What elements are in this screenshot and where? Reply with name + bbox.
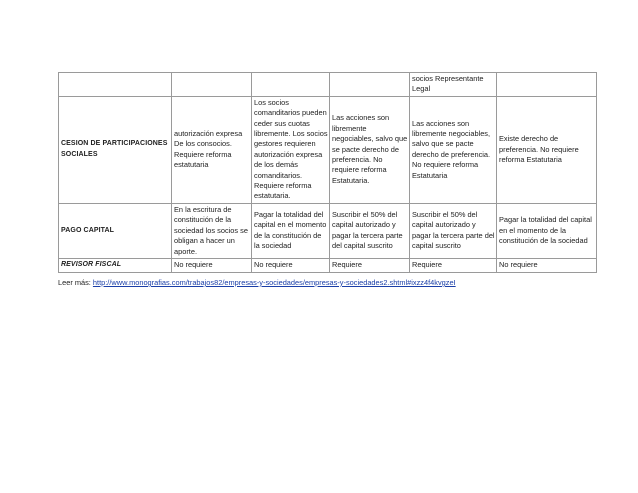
cell-cesion-4: Las acciones son libremente negociables, salvo que se pacte derecho de preferencia. No requiere reforma Estatutaria. xyxy=(330,96,410,203)
table-row-revisor xyxy=(59,258,597,272)
read-more-link[interactable]: http://www.monografias.com/trabajos82/empresas-y-sociedades/empresas-y-sociedades2.shtml#ixzz4f4kvgzeI xyxy=(92,278,456,287)
cell-cesion-6: Existe derecho de preferencia. No requiere reforma Estatutaria xyxy=(497,96,597,203)
cell-pago-2: En la escritura de constitución de la sociedad los socios se obligan a hacer un aporte. xyxy=(172,203,252,258)
cell-cesion-5: Las acciones son libremente negociables, salvo que se pacte derecho de preferencia. No requiere reforma Estatutaria xyxy=(410,96,497,203)
cell-revisor-2: No requiere xyxy=(172,258,252,272)
cell-pago-4: Suscribir el 50% del capital autorizado y pagar la tercera parte del capital suscrito xyxy=(330,203,410,258)
cell-pago-6: Pagar la totalidad del capital en el momento de la constitución de la sociedad xyxy=(497,203,597,258)
read-more-prefix: Leer más: xyxy=(58,278,93,287)
cell-head-3 xyxy=(252,73,330,97)
cell-pago-5: Suscribir el 50% del capital autorizado y pagar la tercera parte del capital suscrito xyxy=(410,203,497,258)
row-label-cesion: CESION DE PARTICIPACIONES SOCIALES xyxy=(59,96,172,203)
table-row-pago xyxy=(59,203,597,258)
cell-pago-3: Pagar la totalidad del capital en el momento de la constitución de la sociedad xyxy=(252,203,330,258)
comparison-table xyxy=(58,72,597,273)
read-more-line xyxy=(58,278,456,287)
cell-cesion-3: Los socios comanditarios pueden ceder sus cuotas libremente. Los socios gestores requieren autorización expresa de los demás comanditarios. Requiere reforma estatutaria. xyxy=(252,96,330,203)
cell-cesion-2: autorización expresa De los consocios. Requiere reforma estatutaria xyxy=(172,96,252,203)
cell-revisor-5: Requiere xyxy=(410,258,497,272)
cell-revisor-3: No requiere xyxy=(252,258,330,272)
table-row-cesion xyxy=(59,96,597,203)
cell-head-2 xyxy=(172,73,252,97)
cell-revisor-4: Requiere xyxy=(330,258,410,272)
cell-head-5: socios Representante Legal xyxy=(410,73,497,97)
cell-head-1 xyxy=(59,73,172,97)
cell-revisor-6: No requiere xyxy=(497,258,597,272)
cell-head-4 xyxy=(330,73,410,97)
cell-head-6 xyxy=(497,73,597,97)
table-row-head xyxy=(59,73,597,97)
row-label-revisor: REVISOR FISCAL xyxy=(59,258,172,272)
row-label-pago: PAGO CAPITAL xyxy=(59,203,172,258)
